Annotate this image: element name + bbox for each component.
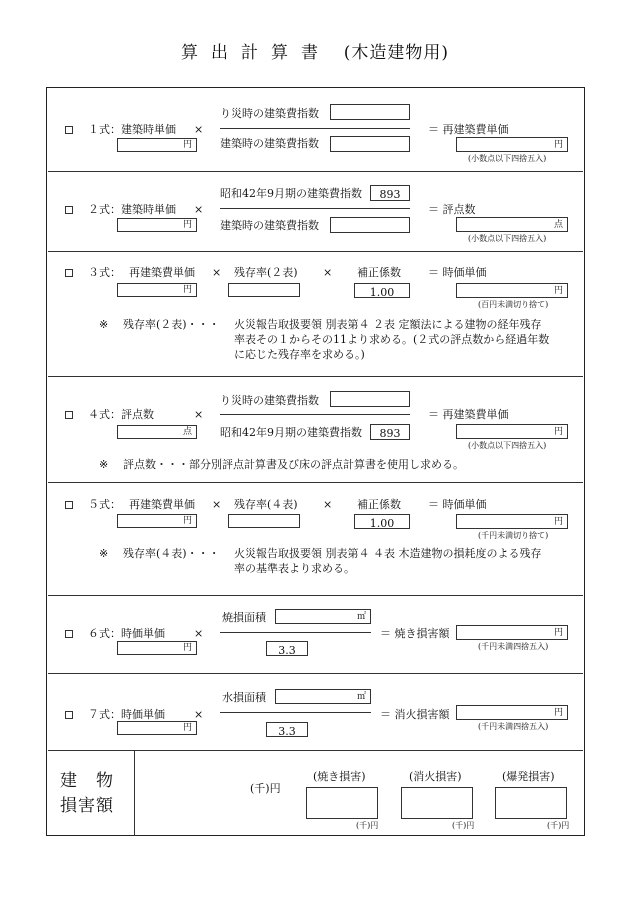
burn-area-field[interactable]: ㎡ bbox=[275, 609, 371, 624]
fraction-line bbox=[220, 208, 410, 209]
disaster-index-field[interactable] bbox=[330, 391, 410, 407]
times-sign: × bbox=[194, 627, 204, 640]
times-sign: × bbox=[194, 123, 204, 136]
note-text: 率の基準表より求める。 bbox=[234, 562, 355, 575]
score-field[interactable]: 点 bbox=[456, 217, 568, 232]
score-field[interactable]: 点 bbox=[117, 425, 197, 439]
formula-6-label: ６式：時価単価 bbox=[88, 627, 165, 640]
fraction-line bbox=[220, 632, 371, 633]
formula-1-result-label: ＝ 再建築費単価 bbox=[428, 123, 509, 136]
times-sign: × bbox=[194, 203, 204, 216]
note-text: 評点数・・・部分別評点計算書及び床の評点計算書を使用し求める。 bbox=[123, 458, 464, 471]
residual-rate-field[interactable] bbox=[228, 514, 300, 528]
rebuild-unit-price-label: 再建築費単価 bbox=[129, 266, 195, 279]
construction-unit-price-field[interactable]: 円 bbox=[117, 218, 197, 232]
note-mark: ※ bbox=[99, 318, 109, 331]
correction-label: 補正係数 bbox=[357, 266, 401, 279]
section-divider bbox=[48, 171, 583, 172]
formula-7-result-label: ＝ 消火損害額 bbox=[380, 708, 450, 721]
s42-index-label: 昭和42年9月期の建築費指数 bbox=[220, 426, 362, 439]
rounding-note: (千円未満四捨五入) bbox=[478, 722, 549, 731]
formula-4-label: ４式：評点数 bbox=[88, 408, 154, 421]
times-sign: × bbox=[323, 266, 333, 279]
tsubo-divisor: 3.3 bbox=[266, 641, 308, 656]
formula-3-result-label: ＝ 時価単価 bbox=[428, 266, 487, 279]
construction-index-field[interactable] bbox=[330, 217, 410, 233]
rebuild-unit-price-field[interactable]: 円 bbox=[117, 283, 197, 297]
rounding-note: (百円未満切り捨て) bbox=[478, 300, 549, 309]
water-area-field[interactable]: ㎡ bbox=[275, 689, 371, 704]
explosion-damage-header: (爆発損害) bbox=[502, 770, 555, 783]
section-divider bbox=[48, 750, 583, 751]
times-sign: × bbox=[194, 408, 204, 421]
explosion-damage-unit: (千)円 bbox=[547, 821, 570, 830]
times-sign: × bbox=[212, 498, 222, 511]
market-unit-price-field[interactable]: 円 bbox=[117, 641, 197, 655]
formula-6-checkbox[interactable] bbox=[65, 630, 73, 638]
s42-index-field: 893 bbox=[370, 185, 410, 201]
burn-damage-unit: (千)円 bbox=[356, 821, 379, 830]
total-unit: (千)円 bbox=[250, 782, 281, 795]
note-text: 火災報告取扱要領 別表第４ ４表 木造建物の損耗度のよる残存 bbox=[234, 547, 542, 560]
rounding-note: (千円未満四捨五入) bbox=[478, 642, 549, 651]
formula-7-checkbox[interactable] bbox=[65, 711, 73, 719]
formula-3-checkbox[interactable] bbox=[65, 269, 73, 277]
formula-5-checkbox[interactable] bbox=[65, 501, 73, 509]
formula-7-label: ７式：時価単価 bbox=[88, 708, 165, 721]
rebuild-unit-price-field[interactable]: 円 bbox=[456, 424, 568, 439]
extinguish-damage-header: (消火損害) bbox=[409, 770, 462, 783]
rebuild-unit-price-field[interactable]: 円 bbox=[117, 514, 197, 528]
rounding-note: (小数点以下四捨五入) bbox=[468, 441, 547, 450]
formula-3-label: ３式： bbox=[88, 266, 121, 279]
page-title: 算出計算書 (木造建物用) bbox=[180, 43, 450, 63]
section-divider bbox=[48, 482, 583, 483]
formula-1-checkbox[interactable] bbox=[65, 126, 73, 134]
construction-index-label: 建築時の建築費指数 bbox=[220, 137, 319, 150]
note-mark: ※ bbox=[99, 547, 109, 560]
section-divider bbox=[48, 673, 583, 674]
extinguish-damage-field[interactable]: 円 bbox=[456, 705, 568, 720]
residual-rate-field[interactable] bbox=[228, 283, 300, 297]
times-sign: × bbox=[212, 266, 222, 279]
s42-index-field: 893 bbox=[370, 424, 410, 440]
formula-6-result-label: ＝ 焼き損害額 bbox=[380, 627, 450, 640]
formula-2-checkbox[interactable] bbox=[65, 206, 73, 214]
note-mark: ※ bbox=[99, 458, 109, 471]
burn-damage-total-field[interactable] bbox=[306, 787, 378, 819]
note-text: に応じた残存率を求める。) bbox=[234, 348, 365, 361]
section-divider bbox=[48, 251, 583, 252]
section-divider bbox=[48, 595, 583, 596]
summary-divider bbox=[134, 750, 135, 836]
times-sign: × bbox=[323, 498, 333, 511]
fraction-line bbox=[220, 414, 410, 415]
note-text: 率表その１からその11より求める。(２式の評点数から経過年数 bbox=[234, 333, 550, 346]
formula-1-label: １式：建築時単価 bbox=[88, 123, 176, 136]
s42-index-label: 昭和42年9月期の建築費指数 bbox=[220, 187, 362, 200]
summary-label-line1: 建 物 bbox=[60, 771, 114, 791]
correction-label: 補正係数 bbox=[357, 498, 401, 511]
note-head: 残存率(４表)・・・ bbox=[123, 547, 220, 560]
fraction-line bbox=[220, 128, 410, 129]
burn-damage-field[interactable]: 円 bbox=[456, 625, 568, 640]
disaster-index-label: り災時の建築費指数 bbox=[220, 394, 319, 407]
water-area-label: 水損面積 bbox=[222, 691, 266, 704]
correction-field: 1.00 bbox=[354, 514, 410, 529]
tsubo-divisor: 3.3 bbox=[266, 722, 308, 737]
market-unit-price-field[interactable]: 円 bbox=[456, 283, 568, 298]
construction-unit-price-field[interactable]: 円 bbox=[117, 138, 197, 152]
rounding-note: (千円未満切り捨て) bbox=[478, 531, 549, 540]
formula-5-result-label: ＝ 時価単価 bbox=[428, 498, 487, 511]
extinguish-damage-unit: (千)円 bbox=[452, 821, 475, 830]
correction-field: 1.00 bbox=[354, 283, 410, 298]
rebuild-unit-price-label: 再建築費単価 bbox=[129, 498, 195, 511]
rounding-note: (小数点以下四捨五入) bbox=[468, 154, 547, 163]
fraction-line bbox=[220, 712, 371, 713]
disaster-index-label: り災時の建築費指数 bbox=[220, 107, 319, 120]
section-divider bbox=[48, 376, 583, 377]
rounding-note: (小数点以下四捨五入) bbox=[468, 234, 547, 243]
market-unit-price-field[interactable]: 円 bbox=[456, 514, 568, 529]
construction-index-field[interactable] bbox=[330, 136, 410, 152]
formula-2-result-label: ＝ 評点数 bbox=[428, 203, 476, 216]
residual-rate-label: 残存率(４表) bbox=[234, 498, 298, 511]
construction-index-label: 建築時の建築費指数 bbox=[220, 219, 319, 232]
formula-5-label: ５式： bbox=[88, 498, 121, 511]
formula-4-checkbox[interactable] bbox=[65, 411, 73, 419]
formula-4-result-label: ＝ 再建築費単価 bbox=[428, 408, 509, 421]
formula-2-label: ２式：建築時単価 bbox=[88, 203, 176, 216]
burn-area-label: 焼損面積 bbox=[222, 611, 266, 624]
times-sign: × bbox=[194, 708, 204, 721]
burn-damage-header: (焼き損害) bbox=[313, 770, 366, 783]
market-unit-price-field[interactable]: 円 bbox=[117, 721, 197, 735]
note-head: 残存率(２表)・・・ bbox=[123, 318, 220, 331]
summary-label-line2: 損害額 bbox=[60, 796, 114, 816]
rebuild-unit-price-field[interactable]: 円 bbox=[456, 137, 568, 152]
extinguish-damage-total-field[interactable] bbox=[401, 787, 473, 819]
note-text: 火災報告取扱要領 別表第４ ２表 定額法による建物の経年残存 bbox=[234, 318, 542, 331]
residual-rate-label: 残存率(２表) bbox=[234, 266, 298, 279]
disaster-index-field[interactable] bbox=[330, 104, 410, 120]
explosion-damage-total-field[interactable] bbox=[495, 787, 567, 819]
